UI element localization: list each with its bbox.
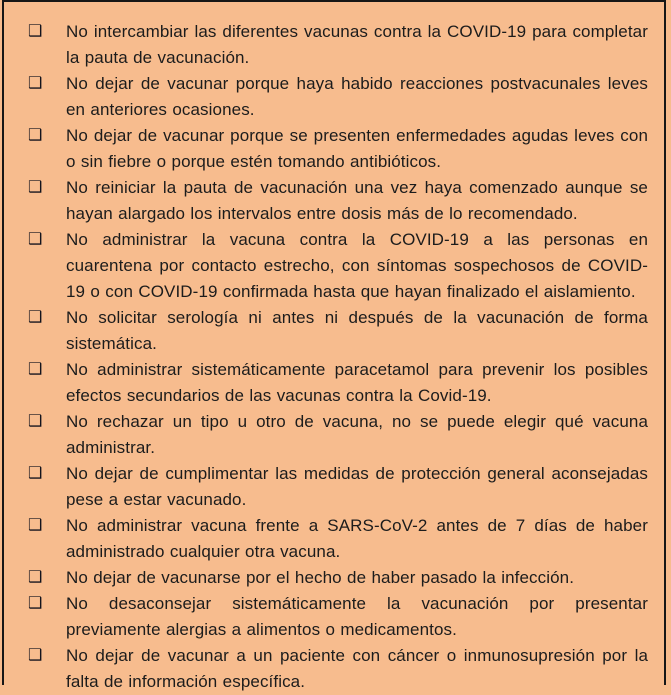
list-item <box>28 227 648 305</box>
list-item <box>28 357 648 409</box>
item-text: No solicitar serología ni antes ni después de la vacunación de forma sistemática. <box>66 308 648 353</box>
checkbox-icon: ❑ <box>28 647 43 664</box>
list-item <box>28 643 648 695</box>
list-item <box>28 71 648 123</box>
item-text: No administrar la vacuna contra la COVID-19 a las personas en cuarentena por contacto estrecho, con síntomas sospechosos de COVID-19 o con COVID-19 confirmada hasta que hayan finalizado el aislamiento. <box>66 230 648 301</box>
checkbox-icon: ❑ <box>28 517 43 534</box>
item-text: No dejar de cumplimentar las medidas de protección general aconsejadas pese a estar vacunado. <box>66 464 648 509</box>
list-item <box>28 591 648 643</box>
item-text: No dejar de vacunar porque haya habido reacciones postvacunales leves en anteriores ocasiones. <box>66 74 648 119</box>
list-item <box>28 123 648 175</box>
list-item <box>28 461 648 513</box>
item-text: No dejar de vacunar porque se presenten enfermedades agudas leves con o sin fiebre o porque estén tomando antibióticos. <box>66 126 648 171</box>
checkbox-icon: ❑ <box>28 465 43 482</box>
checkbox-icon: ❑ <box>28 361 43 378</box>
checkbox-icon: ❑ <box>28 127 43 144</box>
item-text: No intercambiar las diferentes vacunas contra la COVID-19 para completar la pauta de vacunación. <box>66 22 648 67</box>
checkbox-icon: ❑ <box>28 23 43 40</box>
item-text: No administrar vacuna frente a SARS-CoV-2 antes de 7 días de haber administrado cualquier otra vacuna. <box>66 516 648 561</box>
list-item <box>28 175 648 227</box>
list-item <box>28 305 648 357</box>
vaccination-checklist <box>28 19 648 695</box>
item-text: No administrar sistemáticamente paracetamol para prevenir los posibles efectos secundarios de las vacunas contra la Covid-19. <box>66 360 648 405</box>
item-text: No desaconsejar sistemáticamente la vacunación por presentar previamente alergias a alimentos o medicamentos. <box>66 594 648 639</box>
checkbox-icon: ❑ <box>28 179 43 196</box>
list-item <box>28 409 648 461</box>
checkbox-icon: ❑ <box>28 309 43 326</box>
checkbox-icon: ❑ <box>28 75 43 92</box>
page-frame <box>2 0 666 691</box>
list-item <box>28 565 648 591</box>
list-item <box>28 513 648 565</box>
list-item <box>28 19 648 71</box>
item-text: No dejar de vacunarse por el hecho de haber pasado la infección. <box>66 568 575 587</box>
checkbox-icon: ❑ <box>28 413 43 430</box>
checkbox-icon: ❑ <box>28 595 43 612</box>
item-text: No rechazar un tipo u otro de vacuna, no se puede elegir qué vacuna administrar. <box>66 412 648 457</box>
checkbox-icon: ❑ <box>28 569 43 586</box>
checkbox-icon: ❑ <box>28 231 43 248</box>
item-text: No reiniciar la pauta de vacunación una vez haya comenzado aunque se hayan alargado los intervalos entre dosis más de lo recomendado. <box>66 178 648 223</box>
item-text: No dejar de vacunar a un paciente con cáncer o inmunosupresión por la falta de información específica. <box>66 646 648 691</box>
